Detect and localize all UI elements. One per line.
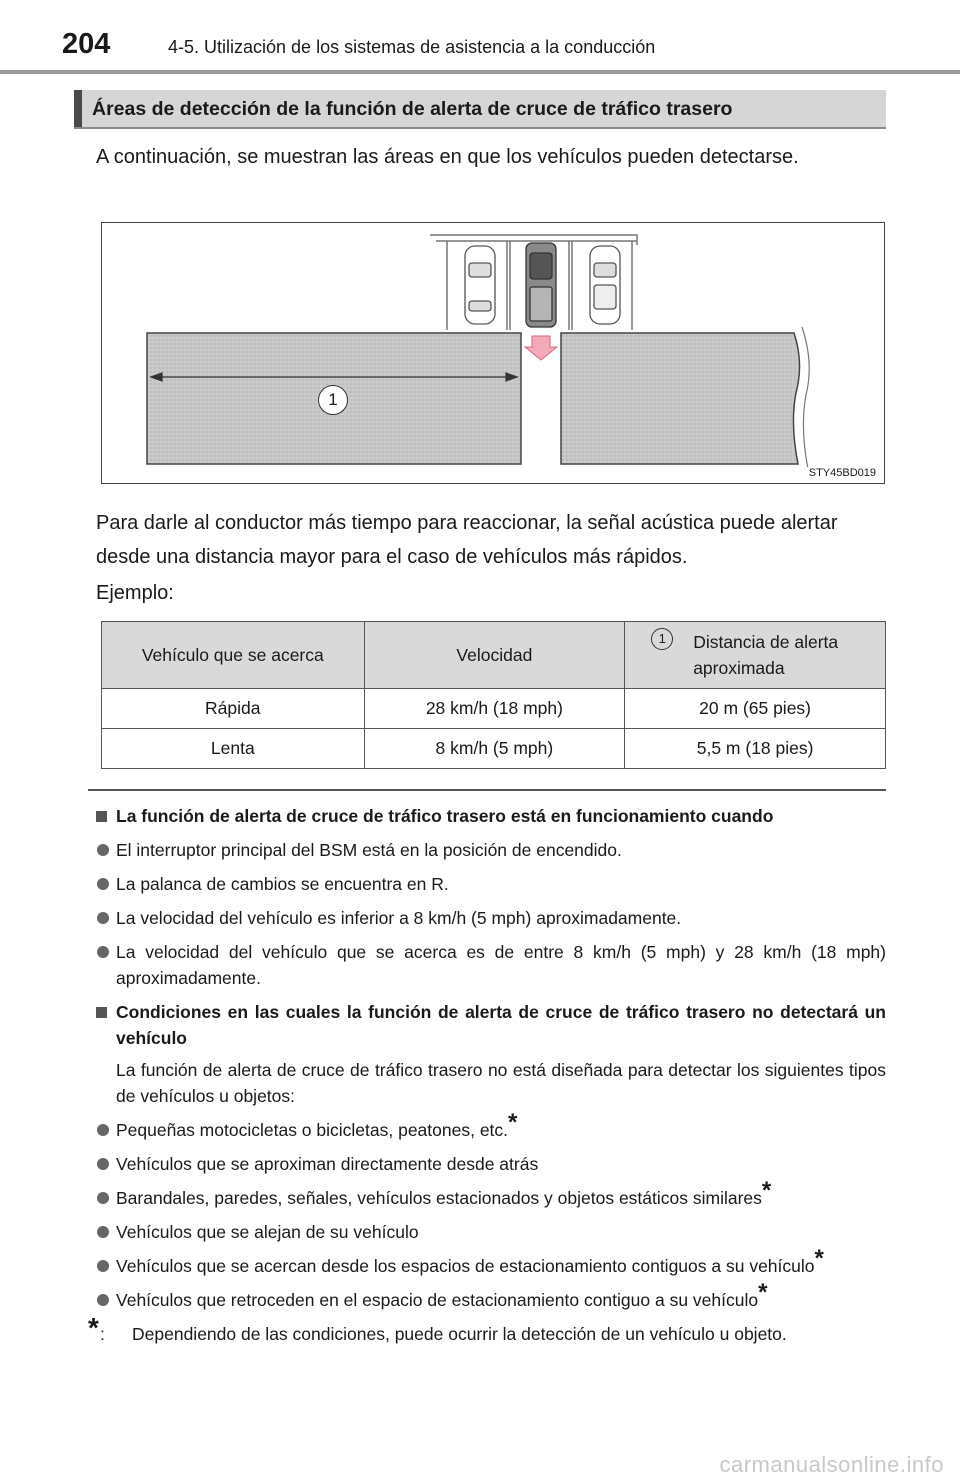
round-bullet-icon bbox=[97, 1294, 109, 1306]
title-accent-bar bbox=[74, 90, 82, 128]
header-alert-distance bbox=[625, 622, 886, 689]
footnote-text: Dependiendo de las condiciones, puede ocurrir la detección de un vehículo u objeto. bbox=[132, 1324, 787, 1344]
table-cell: 28 km/h (18 mph) bbox=[364, 689, 625, 729]
round-bullet-icon bbox=[97, 1158, 109, 1170]
list-item-text: Vehículos que se acercan desde los espacios de estacionamiento contiguos a su vehículo bbox=[116, 1256, 815, 1276]
list-item bbox=[96, 1279, 886, 1313]
top-rule bbox=[0, 70, 960, 74]
table-cell: Rápida bbox=[102, 689, 365, 729]
header-approaching-vehicle: Vehículo que se acerca bbox=[102, 622, 365, 689]
heading-text: Condiciones en las cuales la función de alerta de cruce de tráfico trasero no detectará un vehículo bbox=[116, 1002, 886, 1048]
round-bullet-icon bbox=[97, 912, 109, 924]
reverse-arrow-icon bbox=[525, 336, 557, 360]
asterisk-mark: * bbox=[761, 1177, 772, 1204]
list-item-text: La velocidad del vehículo que se acerca es de entre 8 km/h (5 mph) y 28 km/h (18 mph) aproximadamente. bbox=[116, 942, 886, 988]
square-bullet-icon bbox=[96, 811, 107, 822]
round-bullet-icon bbox=[97, 878, 109, 890]
footnote-colon: : bbox=[100, 1324, 105, 1344]
asterisk-mark: * bbox=[758, 1279, 768, 1306]
round-bullet-icon bbox=[97, 1192, 109, 1204]
section-title: Áreas de detección de la función de alerta de cruce de tráfico trasero bbox=[92, 98, 733, 120]
parked-car-left-icon bbox=[465, 246, 495, 324]
list-item bbox=[96, 905, 886, 931]
figure-callout-1: 1 bbox=[318, 385, 348, 415]
list-item bbox=[96, 1245, 886, 1279]
list-item-text: Vehículos que retroceden en el espacio de estacionamiento contiguo a su vehículo bbox=[116, 1290, 759, 1310]
asterisk-mark: * bbox=[508, 1109, 518, 1136]
table-cell: 8 km/h (5 mph) bbox=[364, 729, 625, 769]
list-item bbox=[96, 1109, 886, 1143]
list-item-text: Vehículos que se aproximan directamente desde atrás bbox=[116, 1154, 539, 1174]
section-header: 4-5. Utilización de los sistemas de asistencia a la conducción bbox=[168, 37, 656, 57]
figure-code: STY45BD019 bbox=[808, 467, 876, 479]
table-cell: 20 m (65 pies) bbox=[625, 689, 886, 729]
round-bullet-icon bbox=[97, 844, 109, 856]
list-item bbox=[96, 871, 886, 897]
round-bullet-icon bbox=[97, 1260, 109, 1272]
page-number: 204 bbox=[62, 28, 111, 60]
list-item-text: Barandales, paredes, señales, vehículos estacionados y objetos estáticos similares bbox=[116, 1188, 762, 1208]
header-speed: Velocidad bbox=[364, 622, 625, 689]
footnote bbox=[88, 1312, 886, 1347]
paragraph-reaction-time: Para darle al conductor más tiempo para reaccionar, la señal acústica puede alertar desde una distancia mayor para el caso de vehículos más rápidos. bbox=[96, 512, 838, 568]
alert-distance-table bbox=[101, 621, 886, 769]
list-item bbox=[96, 1151, 886, 1177]
list-item-text: Vehículos que se alejan de su vehículo bbox=[116, 1222, 419, 1242]
notes-section bbox=[88, 803, 886, 1347]
table-row bbox=[102, 689, 886, 729]
table-row bbox=[102, 729, 886, 769]
table-cell: Lenta bbox=[102, 729, 365, 769]
square-bullet-icon bbox=[96, 1007, 107, 1018]
header-callout-1: 1 bbox=[651, 628, 673, 650]
intro-paragraph: A continuación, se muestran las áreas en que los vehículos pueden detectarse. bbox=[96, 146, 799, 168]
header-alert-distance-label: Distancia de alerta aproximada bbox=[693, 632, 839, 678]
road-edge-wavy bbox=[802, 327, 809, 469]
list-item-text: La palanca de cambios se encuentra en R. bbox=[116, 874, 449, 894]
watermark: carmanualsonline.info bbox=[719, 1452, 944, 1477]
heading-non-detection-conditions bbox=[96, 999, 886, 1051]
example-label: Ejemplo: bbox=[96, 582, 174, 604]
list-item-text: Pequeñas motocicletas o bicicletas, peatones, etc. bbox=[116, 1120, 509, 1140]
heading-operating-conditions bbox=[96, 803, 886, 829]
separator-rule bbox=[88, 789, 886, 791]
title-band-underline bbox=[74, 127, 886, 129]
list-item bbox=[96, 837, 886, 863]
parked-car-right-icon bbox=[590, 246, 620, 324]
footnote-asterisk: * bbox=[88, 1312, 99, 1343]
parking-diagram bbox=[102, 223, 883, 482]
non-detection-intro: La función de alerta de cruce de tráfico trasero no está diseñada para detectar los siguientes tipos de vehículos u objetos: bbox=[116, 1060, 886, 1106]
list-item bbox=[96, 1177, 886, 1211]
heading-text: La función de alerta de cruce de tráfico trasero está en funcionamiento cuando bbox=[116, 806, 774, 826]
asterisk-mark: * bbox=[814, 1245, 824, 1272]
own-vehicle-icon bbox=[526, 243, 556, 327]
list-item bbox=[96, 939, 886, 991]
round-bullet-icon bbox=[97, 1226, 109, 1238]
list-item-text: El interruptor principal del BSM está en la posición de encendido. bbox=[116, 840, 622, 860]
round-bullet-icon bbox=[97, 1124, 109, 1136]
list-item bbox=[96, 1219, 886, 1245]
detection-area-figure bbox=[101, 222, 885, 484]
table-header-row bbox=[102, 622, 886, 689]
list-item-text: La velocidad del vehículo es inferior a 8 km/h (5 mph) aproximadamente. bbox=[116, 908, 682, 928]
table-cell: 5,5 m (18 pies) bbox=[625, 729, 886, 769]
round-bullet-icon bbox=[97, 946, 109, 958]
detection-area-right bbox=[561, 333, 800, 464]
